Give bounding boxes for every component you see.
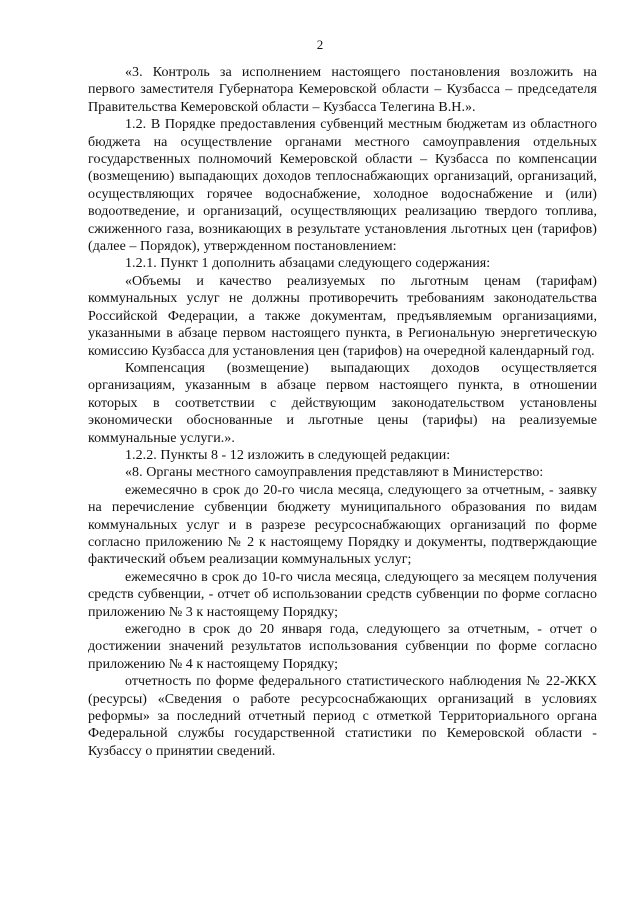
paragraph-monthly-report: ежемесячно в срок до 10-го числа месяца, следующего за месяцем получения средств субвенции, - отчет об использовании средств субвенции по форме согласно приложению № 3 к настоящему Порядку; bbox=[88, 569, 597, 620]
paragraph-statistical-reporting: отчетность по форме федерального статистического наблюдения № 22-ЖКХ (ресурсы) «Сведения о работе ресурсоснабжающих организаций в условиях реформы» за последний отчетный период с отметкой Территориального органа Федеральной службы государственной статистики по Кемеровской области - Кузбассу о принятии сведений. bbox=[88, 674, 597, 759]
paragraph-1-2-1-heading: 1.2.1. Пункт 1 дополнить абзацами следующего содержания: bbox=[125, 256, 491, 272]
paragraph-point-8: «8. Органы местного самоуправления представляют в Министерство: bbox=[125, 465, 544, 481]
paragraph-compensation: Компенсация (возмещение) выпадающих доходов осуществляется организациям, указанным в абзаце первом настоящего пункта, в отношении которых в соответствии с действующим законодательством установлены экономически обоснованные и льготные цены (тарифы) на реализуемые коммунальные услуги.». bbox=[88, 360, 597, 446]
paragraph-monthly-application: ежемесячно в срок до 20-го числа месяца, следующего за отчетным, - заявку на перечисление субвенции бюджету муниципального образования по видам коммунальных услуг и в разрезе ресурсоснабжающих организаций по форме согласно приложению № 2 к настоящему Порядку и документы, подтверждающие фактический объем реализации коммунальных услуг; bbox=[88, 482, 597, 568]
paragraph-control-clause: «3. Контроль за исполнением настоящего постановления возложить на первого заместителя Губернатора Кемеровской области – Кузбасса – председателя Правительства Кемеровской области – Кузбасса Телегина В.Н.». bbox=[88, 65, 597, 115]
paragraph-volumes-quality: «Объемы и качество реализуемых по льготным ценам (тарифам) коммунальных услуг не должны противоречить требованиям законодательства Российской Федерации, а также документам, предъявляемым организациями, указанными в абзаце первом настоящего пункта, в Региональную энергетическую комиссию Кузбасса для установления цен (тарифов) на очередной календарный год. bbox=[88, 273, 597, 359]
paragraph-1-2-procedure: 1.2. В Порядке предоставления субвенций местным бюджетам из областного бюджета на осуществление органами местного самоуправления отдельных государственных полномочий Кемеровской области – Кузбасса по компенсации (возмещению) выпадающих доходов теплоснабжающих организаций, организаций, осуществляющих горячее водоснабжение, холодное водоснабжение и (или) водоотведение, и организаций, осуществляющих реализацию твердого топлива, сжиженного газа, возникающих в результате установления льготных цен (тарифов) (далее – Порядок), утвержденном постановлением: bbox=[88, 117, 597, 255]
document-body bbox=[88, 64, 597, 760]
paragraph-annual-report: ежегодно в срок до 20 января года, следующего за отчетным, - отчет о достижении значений результатов использования субвенции по форме согласно приложению № 4 к настоящему Порядку; bbox=[88, 622, 597, 672]
paragraph-1-2-2-heading: 1.2.2. Пункты 8 - 12 изложить в следующей редакции: bbox=[125, 447, 451, 463]
page-number: 2 bbox=[316, 37, 324, 52]
